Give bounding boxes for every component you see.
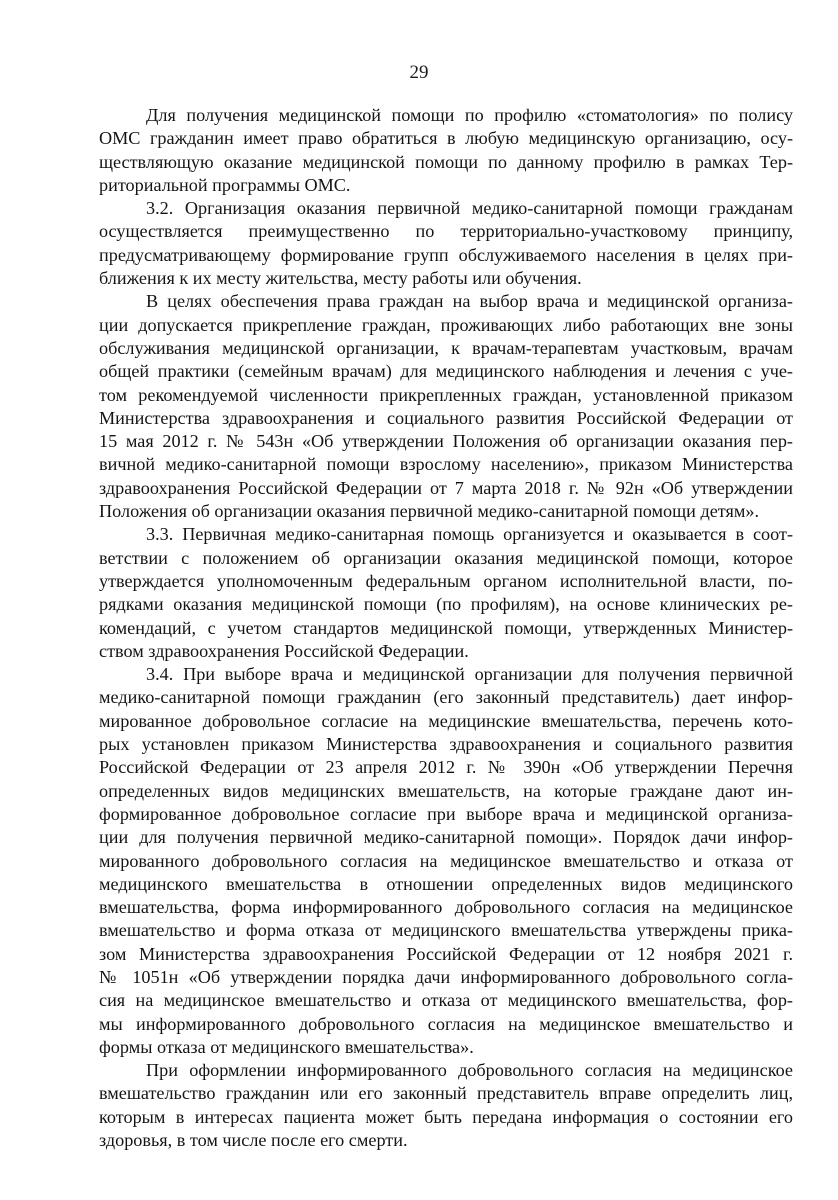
text-line: ществляющую оказание медицинской помощи по данному профилю в рамках Тер- [99, 151, 793, 172]
text-line: 3.3. Первичная медико-санитарная помощь организуется и оказывается в соот- [146, 524, 793, 545]
document-body [99, 104, 793, 1152]
text-line: Российской Федерации от 23 апреля 2012 г. № 390н «Об утверждении Перечня [99, 757, 793, 778]
text-line: Положения об организации оказания первичной медико-санитарной помощи детям». [99, 501, 759, 522]
text-line: 15 мая 2012 г. № 543н «Об утверждении Положения об организации оказания пер- [99, 431, 793, 452]
text-line: обслуживания медицинской организации, к врачам-терапевтам участковым, врачам [99, 337, 793, 358]
text-line: мированное добровольное согласие на медицинские вмешательства, перечень кото- [99, 710, 793, 731]
text-line: рядками оказания медицинской помощи (по профилям), на основе клинических ре- [99, 594, 793, 615]
text-line: медицинского вмешательства в отношении определенных видов медицинского [99, 873, 793, 894]
text-line: ближения к их месту жительства, месту работы или обучения. [99, 268, 582, 289]
paragraph-3-4 [99, 663, 793, 1059]
text-line: рых установлен приказом Министерства здравоохранения и социального развития [99, 734, 793, 755]
text-line: общей практики (семейным врачам) для медицинского наблюдения и лечения с уче- [99, 361, 793, 382]
text-line: ции допускается прикрепление граждан, проживающих либо работающих вне зоны [99, 314, 793, 335]
text-line: 3.4. При выборе врача и медицинской организации для получения первичной [146, 664, 793, 685]
text-line: зом Министерства здравоохранения Российской Федерации от 12 ноября 2021 г. [99, 943, 793, 964]
text-line: формированное добровольное согласие при выборе врача и медицинской организа- [99, 803, 793, 824]
text-line: медико-санитарной помощи гражданин (его законный представитель) дает инфор- [99, 687, 793, 708]
text-line: вмешательство и форма отказа от медицинского вмешательства утверждены прика- [99, 920, 793, 941]
text-line: осуществляется преимущественно по территориально-участковому принципу, [99, 221, 793, 242]
text-line: При оформлении информированного добровольного согласия на медицинское [146, 1060, 793, 1081]
text-line: определенных видов медицинских вмешательств, на которые граждане дают ин- [99, 780, 793, 801]
text-line: ции для получения первичной медико-санитарной помощи». Порядок дачи инфор- [99, 827, 793, 848]
text-line: В целях обеспечения права граждан на выбор врача и медицинской организа- [146, 291, 793, 312]
text-line: вмешательство гражданин или его законный представитель вправе определить лиц, [99, 1083, 793, 1104]
text-line: комендаций, с учетом стандартов медицинской помощи, утвержденных Министер- [99, 617, 793, 638]
page-number: 29 [409, 62, 429, 83]
text-line: вмешательства, форма информированного добровольного согласия на медицинское [99, 897, 793, 918]
text-line: ветствии с положением об организации оказания медицинской помощи, которое [99, 547, 793, 568]
text-line: Для получения медицинской помощи по профилю «стоматология» по полису [146, 105, 793, 125]
paragraph-dental-care [99, 104, 793, 197]
text-line: утверждается уполномоченным федеральным органом исполнительной власти, по- [99, 570, 793, 591]
paragraph-3-3 [99, 523, 793, 663]
text-line: которым в интересах пациента может быть передана информация о состоянии его [99, 1106, 793, 1127]
text-line: № 1051н «Об утверждении порядка дачи информированного добровольного согла- [99, 966, 793, 987]
text-line: том рекомендуемой численности прикрепленных граждан, установленной приказом [99, 384, 793, 405]
text-line: здоровья, в том числе после его смерти. [99, 1130, 408, 1151]
text-line: здравоохранения Российской Федерации от 7 марта 2018 г. № 92н «Об утверждении [99, 477, 793, 498]
paragraph-consent-information [99, 1059, 793, 1152]
paragraph-doctor-choice [99, 290, 793, 523]
text-line: ОМС гражданин имеет право обратиться в любую медицинскую организацию, осу- [99, 128, 793, 149]
text-line: мированного добровольного согласия на медицинское вмешательство и отказа от [99, 850, 793, 871]
text-line: предусматривающему формирование групп обслуживаемого населения в целях при- [99, 244, 793, 265]
text-line: мы информированного добровольного согласия на медицинское вмешательство и [99, 1013, 793, 1034]
text-line: вичной медико-санитарной помощи взрослому населению», приказом Министерства [99, 454, 793, 475]
text-line: Министерства здравоохранения и социального развития Российской Федерации от [99, 407, 793, 428]
text-line: 3.2. Организация оказания первичной медико-санитарной помощи гражданам [146, 198, 793, 219]
text-line: сия на медицинское вмешательство и отказа от медицинского вмешательства, фор- [99, 990, 793, 1011]
text-line: формы отказа от медицинского вмешательства». [99, 1036, 474, 1057]
text-line: ством здравоохранения Российской Федерации. [99, 640, 469, 661]
paragraph-3-2 [99, 197, 793, 290]
text-line: риториальной программы ОМС. [99, 174, 351, 195]
